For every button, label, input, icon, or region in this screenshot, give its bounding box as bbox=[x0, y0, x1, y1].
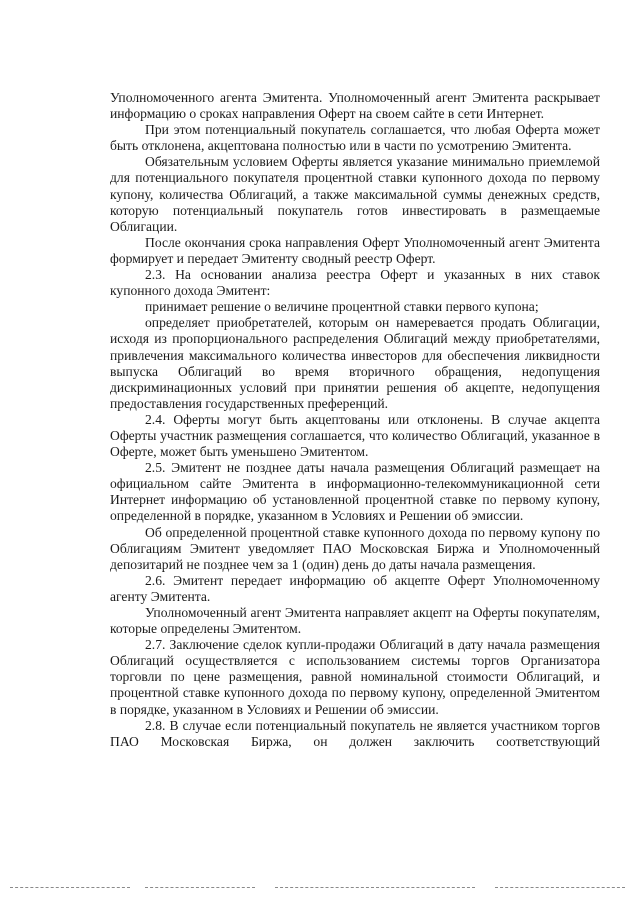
footer-divider-segment bbox=[495, 887, 625, 889]
paragraph: 2.8. В случае если потенциальный покупатель не является участником торгов ПАО Московская Биржа, он должен заключить соответствующий bbox=[110, 717, 600, 749]
paragraph: Об определенной процентной ставке купонного дохода по первому купону по Облигациям Эмитент уведомляет ПАО Московская Биржа и Уполномоченный депозитарий не позднее чем за 1 (один) день до даты начала размещения. bbox=[110, 524, 600, 572]
footer-divider-segment bbox=[145, 887, 255, 889]
paragraph: После окончания срока направления Оферт Уполномоченный агент Эмитента формирует и передает Эмитенту сводный реестр Оферт. bbox=[110, 234, 600, 266]
footer-divider bbox=[0, 887, 640, 888]
paragraph: 2.3. На основании анализа реестра Оферт и указанных в них ставок купонного дохода Эмитент: bbox=[110, 267, 600, 299]
footer-divider-segment bbox=[10, 887, 130, 889]
paragraph: Уполномоченного агента Эмитента. Уполномоченный агент Эмитента раскрывает информацию о сроках направления Оферт на своем сайте в сети Интернет. bbox=[110, 90, 600, 122]
paragraph: 2.7. Заключение сделок купли-продажи Облигаций в дату начала размещения Облигаций осуществляется с использованием системы торгов Организатора торговли по цене размещения, равной номинальной стоимости Облигаций, и процентной ставке купонного дохода по первому купону, определенной Эмитентом в порядке, указанном в Условиях и Решении об эмиссии. bbox=[110, 637, 600, 717]
paragraph: 2.5. Эмитент не позднее даты начала размещения Облигаций размещает на официальном сайте Эмитента в информационно-телекоммуникационной сети Интернет информацию об установленной процентной ставке по первому купону, определенной в порядке, указанном в Условиях и Решении об эмиссии. bbox=[110, 460, 600, 524]
paragraph: принимает решение о величине процентной ставки первого купона; bbox=[145, 299, 539, 315]
footer-divider-segment bbox=[275, 887, 475, 889]
paragraph: 2.6. Эмитент передает информацию об акцепте Оферт Уполномоченному агенту Эмитента. bbox=[110, 572, 600, 604]
paragraph: 2.4. Оферты могут быть акцептованы или отклонены. В случае акцепта Оферты участник размещения соглашается, что количество Облигаций, указанное в Оферте, может быть уменьшено Эмитентом. bbox=[110, 411, 600, 460]
paragraph: Обязательным условием Оферты является указание минимально приемлемой для потенциального покупателя процентной ставки купонного дохода по первому купону, количества Облигаций, а также максимальной суммы денежных средств, которую потенциальный покупатель готов инвестировать в размещаемые Облигации. bbox=[110, 154, 600, 234]
paragraph: определяет приобретателей, которым он намеревается продать Облигации, исходя из пропорционального распределения Облигаций между приобретателями, привлечения максимального количества инвесторов для обеспечения ликвидности выпуска Облигаций во время вторичного обращения, недопущения дискриминационных условий при принятии решения об акцепте, недопущения предоставления государственных преференций. bbox=[110, 315, 600, 411]
paragraph: Уполномоченный агент Эмитента направляет акцепт на Оферты покупателям, которые определены Эмитентом. bbox=[110, 605, 600, 637]
document-body bbox=[110, 90, 600, 750]
paragraph: При этом потенциальный покупатель соглашается, что любая Оферта может быть отклонена, акцептована полностью или в части по усмотрению Эмитента. bbox=[110, 122, 600, 154]
